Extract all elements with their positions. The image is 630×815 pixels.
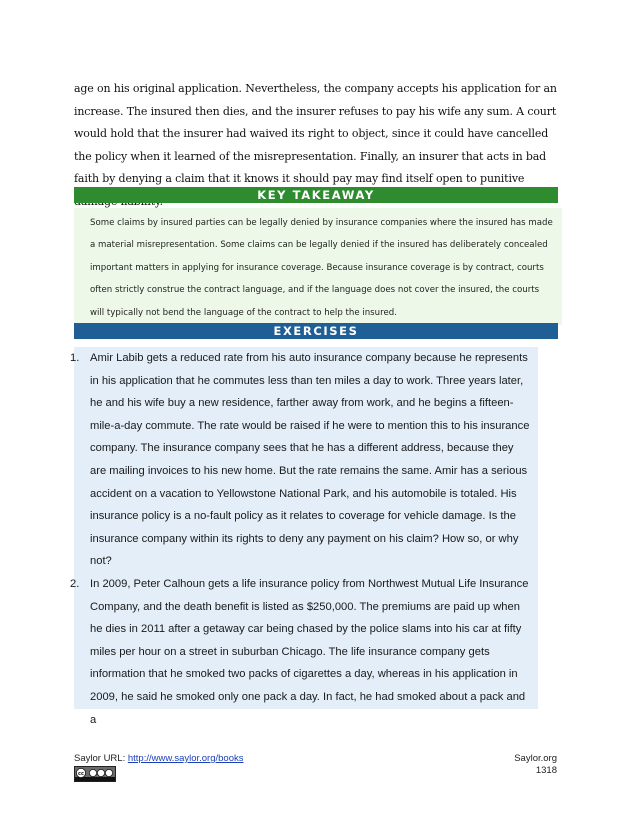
exercise-item: [70, 573, 538, 731]
exercise-item: [70, 347, 538, 573]
footer-site: Saylor.org: [514, 753, 557, 764]
intro-paragraph: age on his original application. Nevertheless, the company accepts his application for an increase. The insured then dies, and the insurer refuses to pay his wife any sum. A court would hold that the insurer had waived its right to object, since it could have cancelled the policy when it learned of the misrepresentation. Finally, an insurer that acts in bad faith by denying a claim that it knows it should pay may find itself open to punitive: [74, 82, 557, 186]
key-takeaway-text: Some claims by insured parties can be legally denied by insurance companies where the insured has made a material misrepresentation. Some claims can be legally denied if the insured has deliberately concealed important matters in applying for insurance coverage. Because insurance coverage is by contract, courts often strictly construe the contract language, and if the language does not cover the insured, the courts will typically not bend the language of the contract to help the insured.: [74, 208, 562, 325]
exercise-text: Amir Labib gets a reduced rate from his auto insurance company because he represents in his application that he commutes less than ten miles a day to work. Three years later, he and his wife buy a new residence, farther away from work, and he begins a fifteen-mile-a-day commute. The rate would be raised if he were to mention this to his insurance company. The insurance company sees that he has a different address, because they are mailing invoices to his new home. But the rate remains the same. Amir has a serious accident on a vacation to Yellowstone National Park, and his automobile is totaled. His insurance policy is a no-fault policy as it relates to coverage for vehicle damage. Is the insurance company within its rights to deny any payment on his claim? How so, or why not?: [90, 352, 530, 568]
exercises-header: EXERCISES: [74, 323, 558, 339]
saylor-books-link[interactable]: http://www.saylor.org/books: [127, 753, 244, 764]
exercise-number: 1.: [70, 352, 80, 364]
exercise-number: 2.: [70, 577, 80, 590]
page-number: 1318: [535, 765, 557, 776]
key-takeaway-header: KEY TAKEAWAY: [74, 187, 558, 203]
exercise-text: In 2009, Peter Calhoun gets a life insurance policy from Northwest Mutual Life Insurance Company, and the death benefit is listed as $250,000. The premiums are paid up when he dies in 2011 after a getaway car being chased by the police slams into his car at fifty miles per hour on a street in suburban Chicago. The life insurance company gets information that he smoked two packs of cigarettes a day, whereas in his application in 2009, he said he smoked only one pack a day. In fact, he had smoked about a pack and a: [90, 577, 529, 726]
exercises-list: [70, 347, 538, 731]
svg-text:cc: cc: [78, 771, 84, 778]
footer-url-label: Saylor URL:: [74, 753, 128, 764]
exercises-box: [70, 347, 538, 726]
creative-commons-license-icon[interactable]: [74, 766, 116, 782]
footer-left: [74, 753, 244, 765]
footer-right: [514, 753, 557, 777]
